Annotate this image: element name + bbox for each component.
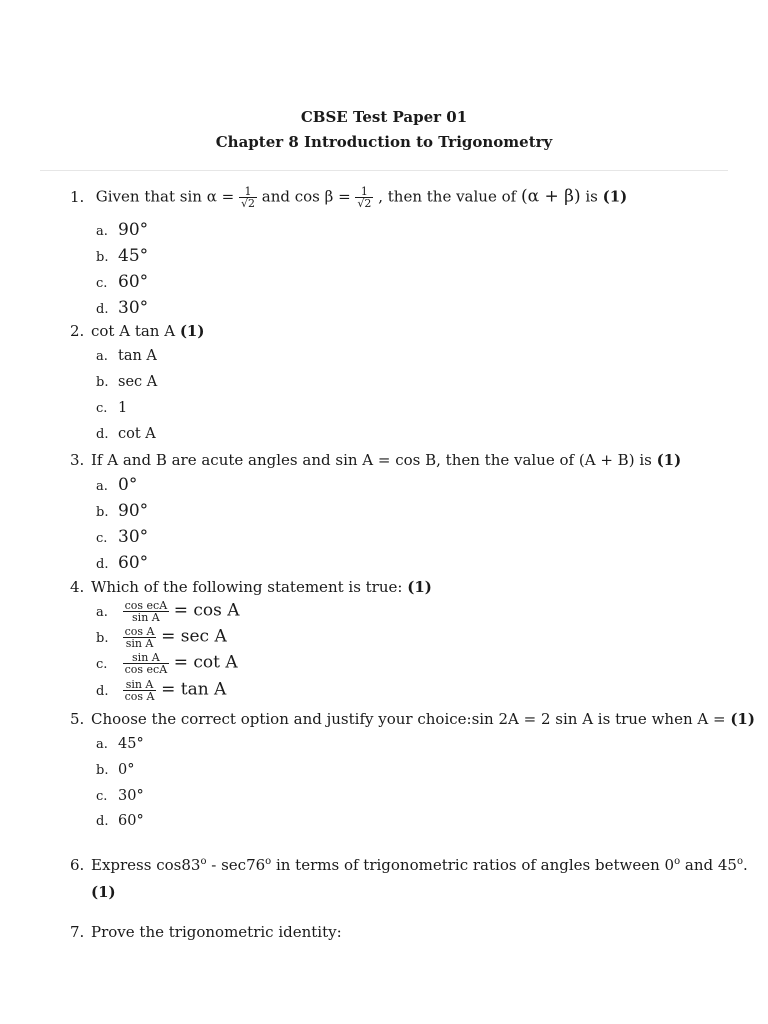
option-text: 30° xyxy=(118,527,149,547)
option-label: a. xyxy=(96,737,108,752)
paper-title: CBSE Test Paper 01 xyxy=(300,108,468,126)
option xyxy=(96,246,148,266)
option-fraction xyxy=(123,652,170,675)
option-fraction xyxy=(123,679,157,702)
option-text: 90° xyxy=(118,220,149,240)
fraction-denominator: cos ecA xyxy=(124,663,168,676)
marks-badge: (1) xyxy=(407,578,432,596)
option-text: 60° xyxy=(118,272,149,292)
option xyxy=(96,272,148,292)
option xyxy=(96,426,156,442)
marks-badge: (1) xyxy=(91,883,116,901)
question-text: Choose the correct option and justify your choice:sin 2A = 2 sin A is true when A = xyxy=(91,710,731,728)
marks-badge: (1) xyxy=(179,322,205,340)
question-text-part: and xyxy=(261,187,295,206)
option-rhs: = sec A xyxy=(161,626,227,647)
option-label: d. xyxy=(96,683,109,699)
question-text: Prove the trigonometric identity: xyxy=(91,923,342,941)
option xyxy=(96,400,127,416)
degree-superscript: o xyxy=(200,856,207,867)
option-text: 30° xyxy=(118,298,149,318)
question-number: 4. xyxy=(70,578,85,596)
math-alpha-plus-beta: (α + β) xyxy=(520,186,581,207)
question-number: 5. xyxy=(70,710,85,728)
option-label: a. xyxy=(96,479,108,494)
option-text: tan A xyxy=(118,348,157,364)
option xyxy=(96,788,144,804)
math-sin-alpha: sin α = xyxy=(179,187,235,206)
option xyxy=(96,475,137,495)
degree-superscript: o xyxy=(674,856,681,867)
option-text: 0° xyxy=(118,475,138,495)
option xyxy=(96,600,240,623)
header-divider xyxy=(40,170,728,171)
fraction-numerator: cos ecA xyxy=(124,599,168,612)
option xyxy=(96,626,227,649)
option-label: b. xyxy=(96,250,109,265)
option-label: d. xyxy=(96,302,109,317)
question-text-part: Express cos83 xyxy=(91,856,201,874)
option-label: b. xyxy=(96,763,109,778)
option xyxy=(96,298,148,318)
option-label: d. xyxy=(96,427,109,442)
option-fraction xyxy=(123,600,170,623)
marks-badge: (1) xyxy=(602,187,628,206)
option-text: 30° xyxy=(118,788,144,804)
question-text-part: is xyxy=(585,187,603,206)
option xyxy=(96,553,148,573)
option xyxy=(96,813,144,829)
option-label: b. xyxy=(96,375,109,390)
math-cos-beta: cos β = xyxy=(294,187,351,206)
option-text: 90° xyxy=(118,501,149,521)
fraction-denominator: √2 xyxy=(240,197,255,210)
question-text: If A and B are acute angles and sin A = cos B, then the value of (A + B) is xyxy=(91,451,657,469)
fraction-numerator: cos A xyxy=(124,625,155,638)
option xyxy=(96,348,157,364)
option-text: 45° xyxy=(118,246,149,266)
option xyxy=(96,736,144,752)
question-text: Which of the following statement is true: xyxy=(91,578,408,596)
marks-badge: (1) xyxy=(656,451,682,469)
fraction-denominator: sin A xyxy=(125,637,154,650)
option xyxy=(96,501,148,521)
fraction-denominator: cos A xyxy=(124,690,155,703)
question-number: 2. xyxy=(70,322,85,340)
option-text: 0° xyxy=(118,762,135,778)
option xyxy=(96,652,238,675)
question-2 xyxy=(70,322,204,340)
option xyxy=(96,220,148,240)
fraction-denominator: √2 xyxy=(357,197,372,210)
option-rhs: = cot A xyxy=(173,652,238,673)
degree-superscript: o xyxy=(736,856,743,867)
option-label: c. xyxy=(96,531,108,546)
option-text: 1 xyxy=(118,400,128,416)
question-1 xyxy=(70,186,627,209)
option xyxy=(96,374,157,390)
option-text: cot A xyxy=(118,426,156,442)
fraction-one-over-root-two xyxy=(355,186,373,209)
option-text: 60° xyxy=(118,553,149,573)
option-text: sec A xyxy=(118,374,158,390)
question-5 xyxy=(70,710,755,728)
option-label: a. xyxy=(96,604,108,620)
option xyxy=(96,527,148,547)
question-6 xyxy=(70,856,748,874)
option-label: c. xyxy=(96,276,108,291)
option-label: c. xyxy=(96,789,108,804)
chapter-title: Chapter 8 Introduction to Trigonometry xyxy=(215,133,553,151)
option-fraction xyxy=(123,626,157,649)
option-text: 45° xyxy=(118,736,144,752)
option xyxy=(96,762,134,778)
question-text-part: and 45 xyxy=(680,856,737,874)
fraction-numerator: 1 xyxy=(355,186,373,198)
option-label: b. xyxy=(96,505,109,520)
fraction-numerator: 1 xyxy=(239,186,257,198)
question-number: 7. xyxy=(70,923,85,941)
option-label: d. xyxy=(96,557,109,572)
question-text: cot A tan A xyxy=(91,322,180,340)
question-text-part: . xyxy=(743,856,748,874)
fraction-numerator: sin A xyxy=(123,652,170,664)
question-number: 1. xyxy=(70,187,85,206)
question-text-part: , then the value of xyxy=(378,187,521,206)
question-4 xyxy=(70,578,432,596)
question-text-part: - sec76 xyxy=(206,856,266,874)
question-text-part: in terms of trigonometric ratios of angles between 0 xyxy=(271,856,675,874)
question-number: 3. xyxy=(70,451,85,469)
option-label: c. xyxy=(96,401,108,416)
option-label: a. xyxy=(96,224,108,239)
option-rhs: = cos A xyxy=(173,600,240,621)
option-text: 60° xyxy=(118,813,144,829)
option-rhs: = tan A xyxy=(161,679,227,700)
option-label: c. xyxy=(96,656,108,672)
marks-badge: (1) xyxy=(730,710,755,728)
question-text-part: Given that xyxy=(95,187,180,206)
option xyxy=(96,679,226,702)
option-label: a. xyxy=(96,349,108,364)
question-3 xyxy=(70,451,681,469)
question-number: 6. xyxy=(70,856,85,874)
degree-superscript: o xyxy=(265,856,272,867)
fraction-denominator: sin A xyxy=(132,611,160,624)
question-7 xyxy=(70,923,342,941)
fraction-one-over-root-two xyxy=(239,186,257,209)
option-label: b. xyxy=(96,630,109,646)
option-label: d. xyxy=(96,814,109,829)
fraction-numerator: sin A xyxy=(123,679,157,691)
